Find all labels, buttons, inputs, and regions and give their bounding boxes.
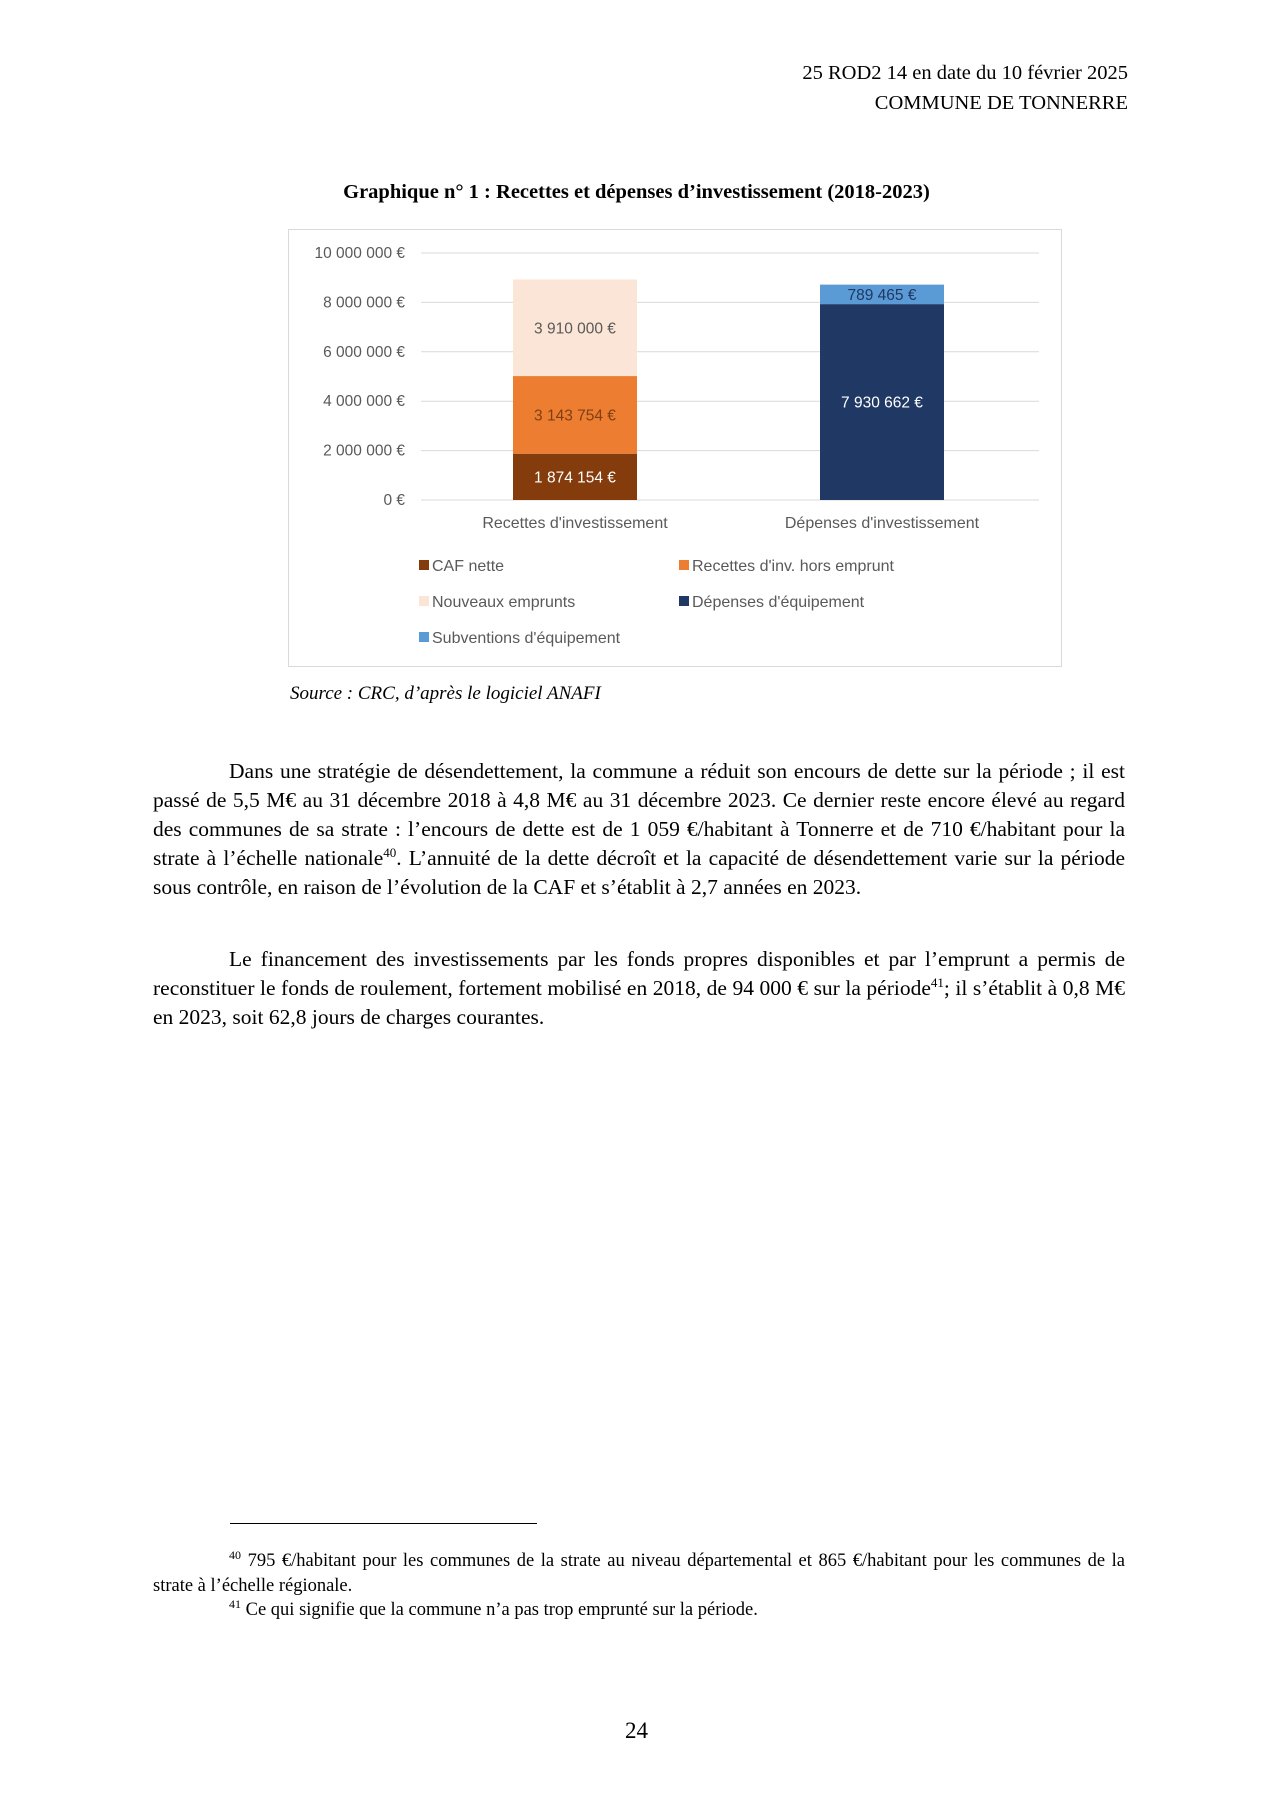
footnote-text: Ce qui signifie que la commune n’a pas trop emprunté sur la période.: [245, 1600, 758, 1620]
y-tick-label: 6 000 000 €: [323, 343, 405, 361]
chart-source: Source : CRC, d’après le logiciel ANAFI: [290, 683, 601, 704]
header-reference: 25 ROD2 14 en date du 10 février 2025: [802, 62, 1128, 84]
data-label: 789 465 €: [847, 286, 917, 304]
paragraph-debt-text-end: . L’annuité de la dette décroît et la capacité de désendettement varie sur la période sous contrôle, en raison de l’évolution de la CAF et s’établit à 2,7 années en 2023.: [153, 846, 1125, 899]
paragraph-financing-text-end: ; il s’établit à 0,8 M€ en 2023, soit 62,8 jours de charges courantes.: [153, 976, 1125, 1029]
footnote-text: 795 €/habitant pour les communes de la strate au niveau départemental et 865 €/habitant pour les communes de la strate à l’échelle régionale.: [153, 1551, 1126, 1596]
paragraph-financing-text: Le financement des investissements par les fonds propres disponibles et par l’emprunt a permis de reconstituer le fonds de roulement, fortement mobilisé en 2018, de 94 000 € sur la période: [153, 947, 1125, 1000]
data-label: 7 930 662 €: [841, 394, 923, 412]
data-label: 3 910 000 €: [534, 320, 616, 338]
investment-chart: [288, 229, 1062, 667]
y-tick-label: 4 000 000 €: [323, 393, 405, 411]
paragraph-financing: [153, 945, 1125, 1042]
paragraph-debt-text: Dans une stratégie de désendettement, la commune a réduit son encours de dette sur la période ; il est passé de 5,5 M€ au 31 décembre 2018 à 4,8 M€ au 31 décembre 2023. Ce dernier reste encore élevé au regard des communes de sa strate : l’encours de dette est de 1 059 €/habitant à Tonnerre et de 710 €/habitant pour la strate à l’échelle nationale: [153, 759, 1125, 870]
footnote-separator: [230, 1523, 537, 1524]
legend-swatch: [679, 560, 689, 570]
footnote-ref-41[interactable]: 41: [930, 974, 944, 990]
footnote-40: [153, 1549, 1125, 1598]
legend-swatch: [679, 596, 689, 606]
x-category-label: Dépenses d'investissement: [784, 515, 980, 532]
chart-svg: [289, 230, 1063, 668]
legend-label: Nouveaux emprunts: [432, 594, 576, 611]
legend-label: Recettes d'inv. hors emprunt: [692, 558, 894, 575]
data-label: 3 143 754 €: [534, 407, 616, 425]
legend-swatch: [419, 560, 429, 570]
y-tick-label: 2 000 000 €: [323, 442, 405, 460]
legend-label: Dépenses d'équipement: [692, 594, 865, 611]
chart-title: Graphique n° 1 : Recettes et dépenses d’investissement (2018-2023): [343, 181, 930, 203]
footnote-ref-40[interactable]: 40: [383, 844, 397, 860]
x-category-label: Recettes d'investissement: [482, 515, 668, 532]
paragraph-debt: [153, 757, 1125, 912]
y-tick-label: 10 000 000 €: [314, 245, 405, 262]
legend-swatch: [419, 632, 429, 642]
legend-label: CAF nette: [432, 558, 505, 575]
footnote-number: 40: [229, 1547, 241, 1562]
data-label: 1 874 154 €: [534, 469, 616, 487]
document-header: [802, 58, 1128, 118]
legend-swatch: [419, 596, 429, 606]
y-tick-label: 0 €: [383, 492, 405, 509]
footnote-41: [153, 1598, 1125, 1623]
y-tick-label: 8 000 000 €: [323, 294, 405, 312]
page-number: 24: [625, 1718, 648, 1743]
header-commune: COMMUNE DE TONNERRE: [874, 92, 1128, 114]
footnote-number: 41: [229, 1596, 241, 1611]
legend-label: Subventions d'équipement: [432, 630, 621, 647]
footnotes: [153, 1549, 1125, 1623]
